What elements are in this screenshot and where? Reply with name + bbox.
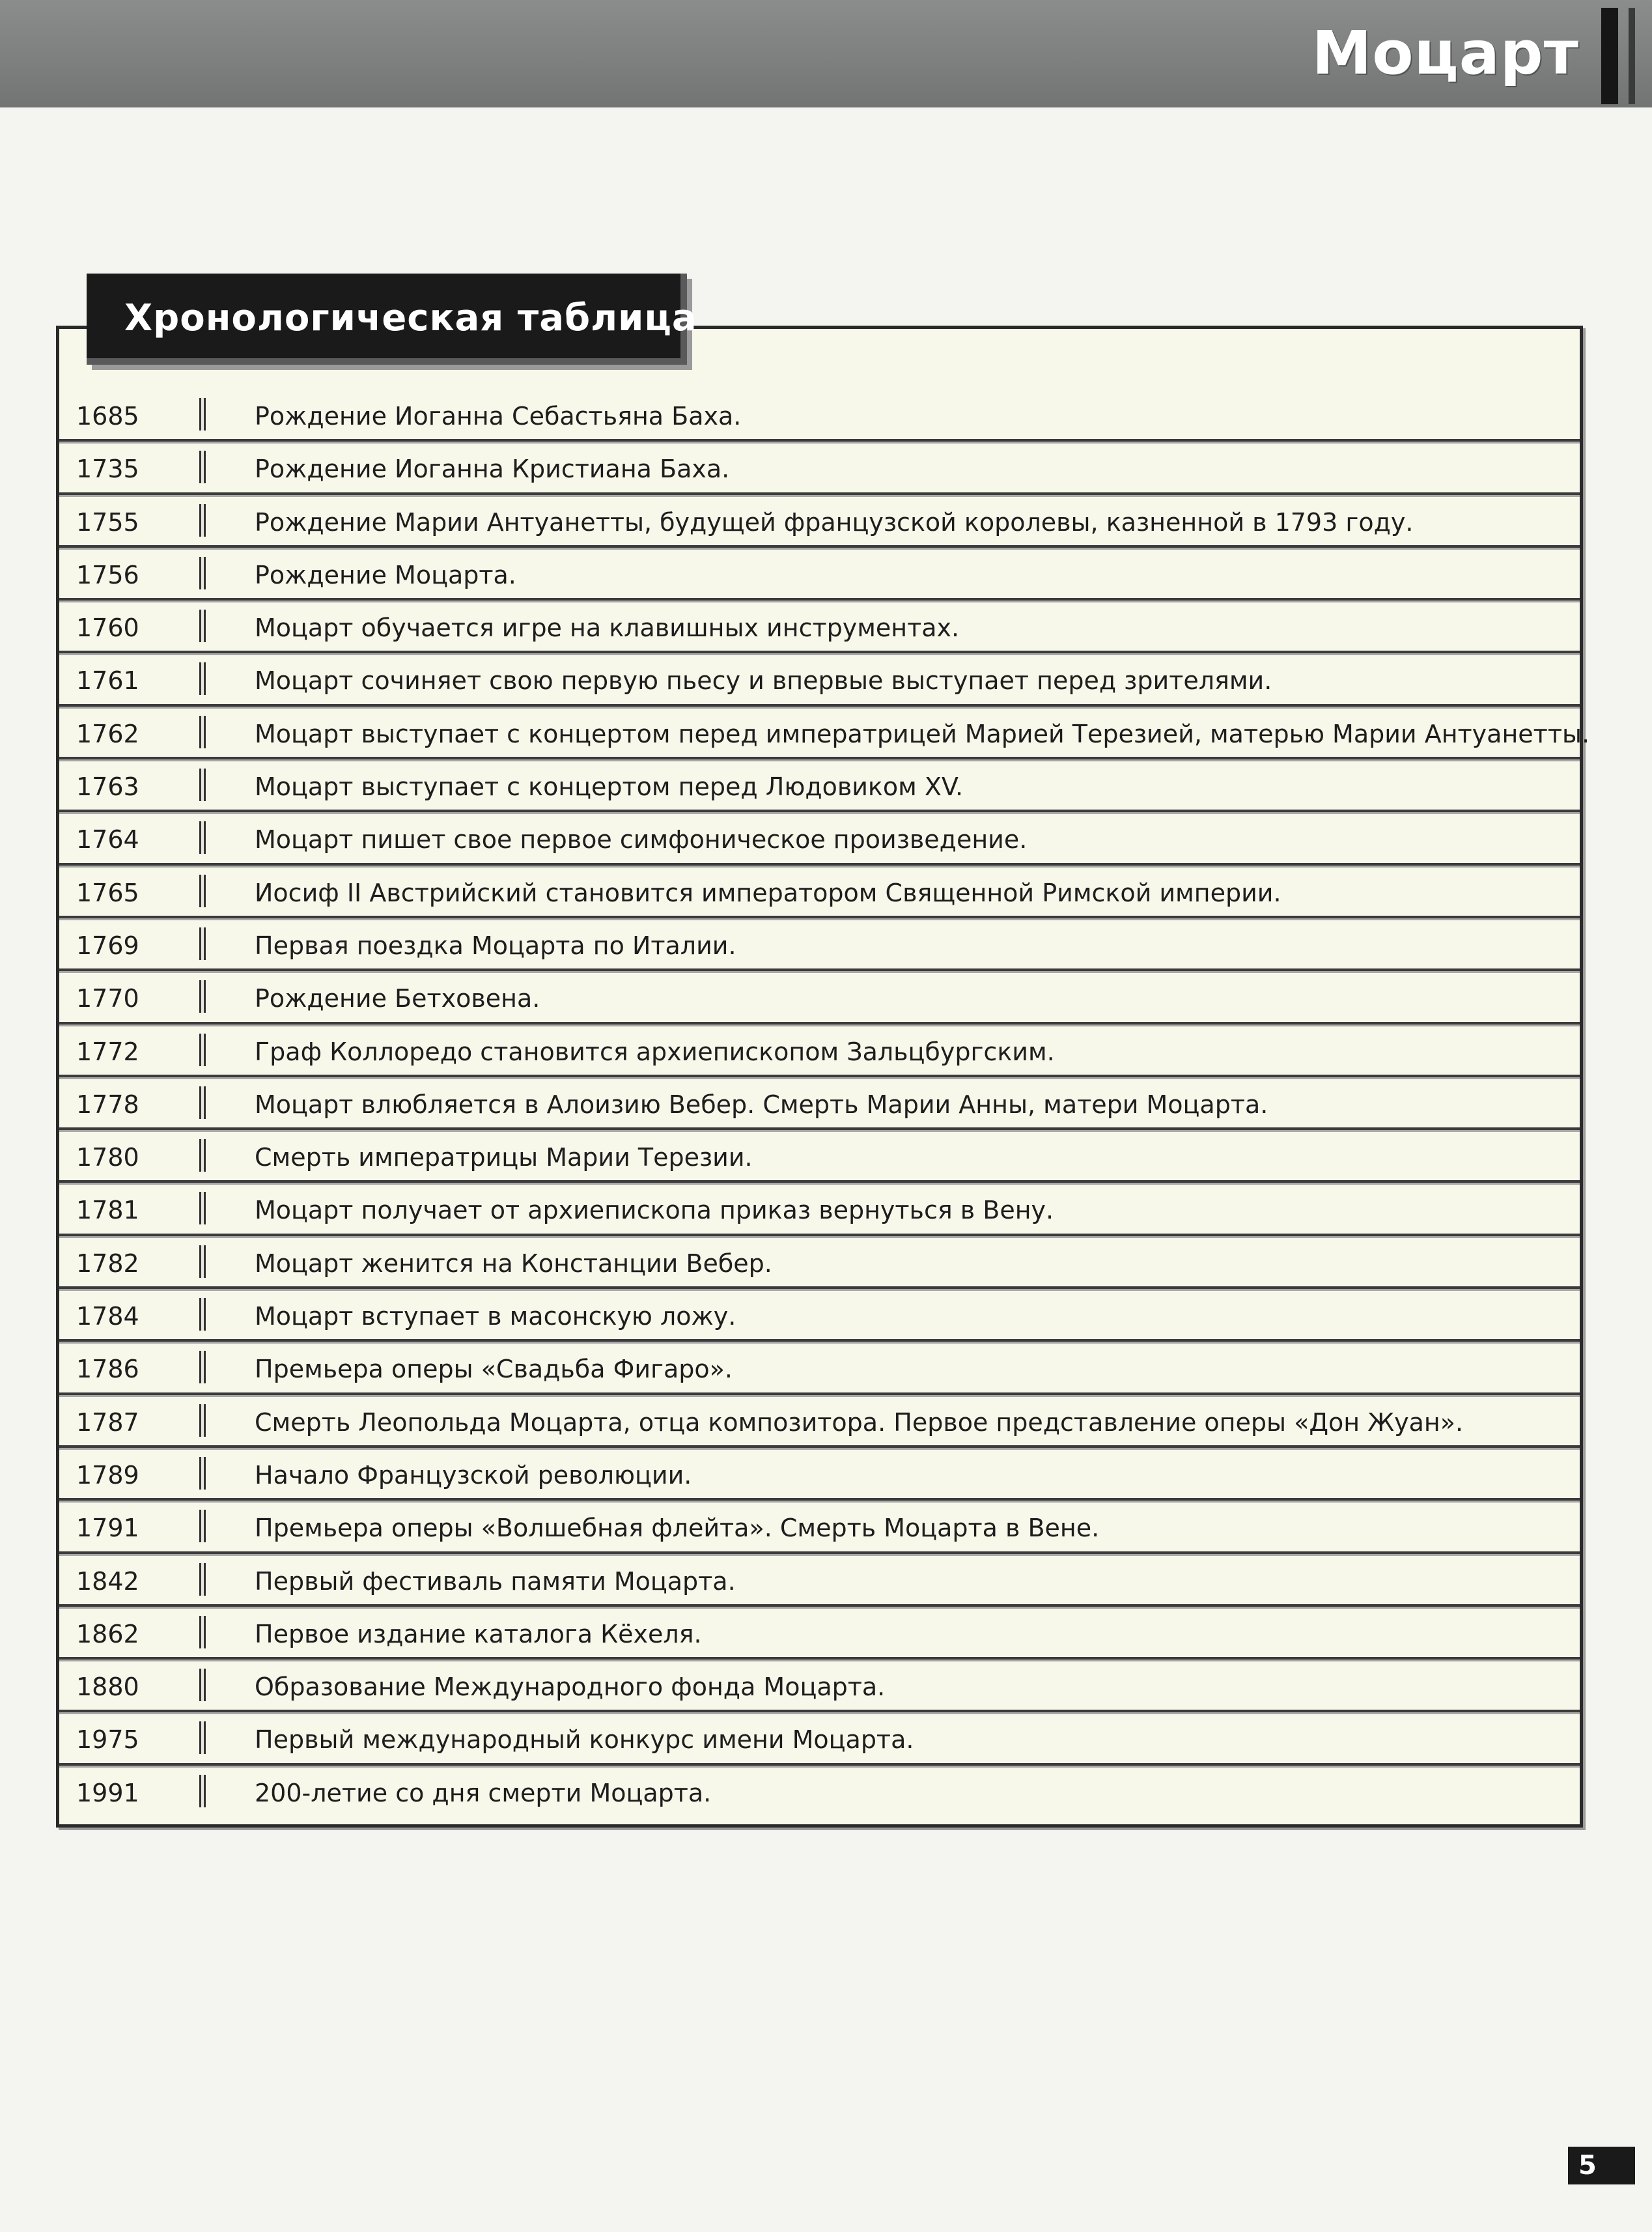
- section-heading-box: [87, 274, 697, 365]
- row-event: Премьера оперы «Свадьба Фигаро».: [255, 1355, 733, 1384]
- row-event: Первая поездка Моцарта по Италии.: [255, 931, 736, 960]
- row-year: 1781: [76, 1196, 139, 1225]
- row-separator-mark: [199, 398, 206, 431]
- row-separator-mark: [199, 716, 206, 748]
- table-row: [59, 1183, 1580, 1236]
- row-event: Моцарт обучается игре на клавишных инструментах.: [255, 614, 960, 643]
- row-year: 1975: [76, 1725, 139, 1755]
- row-year: 1862: [76, 1619, 139, 1648]
- row-year: 1780: [76, 1143, 139, 1172]
- row-separator-mark: [199, 1404, 206, 1437]
- table-row: [59, 389, 1580, 442]
- row-event: 200-летие со дня смерти Моцарта.: [255, 1778, 712, 1807]
- row-year: 1786: [76, 1355, 139, 1384]
- row-separator-mark: [199, 1669, 206, 1701]
- row-event: Моцарт женится на Констанции Вебер.: [255, 1249, 772, 1278]
- row-event: Моцарт выступает с концертом перед Людовиком XV.: [255, 772, 964, 802]
- row-event: Первый международный конкурс имени Моцарта.: [255, 1725, 914, 1755]
- row-event: Образование Международного фонда Моцарта.: [255, 1673, 886, 1702]
- row-separator-mark: [199, 1510, 206, 1542]
- table-row: [59, 1448, 1580, 1501]
- row-separator-mark: [199, 1298, 206, 1331]
- row-separator-mark: [199, 1775, 206, 1807]
- row-year: 1685: [76, 402, 139, 431]
- table-row: [59, 707, 1590, 759]
- row-year: 1772: [76, 1037, 139, 1066]
- row-separator-mark: [199, 875, 206, 907]
- table-row: [59, 600, 1580, 653]
- table-row: [59, 812, 1580, 865]
- section-title: Хронологическая таблица: [124, 297, 697, 339]
- table-row: [59, 1501, 1580, 1553]
- row-year: 1765: [76, 878, 139, 907]
- table-row: [59, 1130, 1580, 1183]
- row-event: Смерть Леопольда Моцарта, отца композитора. Первое представление оперы «Дон Жуан».: [255, 1407, 1464, 1437]
- row-separator-mark: [199, 1139, 206, 1172]
- banner-accent-bar-thin: [1629, 8, 1635, 104]
- row-event: Моцарт вступает в масонскую ложу.: [255, 1302, 736, 1331]
- row-year: 1764: [76, 825, 139, 855]
- row-event: Моцарт выступает с концертом перед императрицей Марией Терезией, матерью Марии Антуанетты.: [255, 719, 1590, 748]
- row-event: Рождение Моцарта.: [255, 560, 516, 589]
- top-banner: [0, 0, 1652, 107]
- table-row: [59, 1712, 1580, 1765]
- table-row: [59, 548, 1580, 600]
- row-event: Моцарт получает от архиепископа приказ вернуться в Вену.: [255, 1196, 1054, 1225]
- table-row: [59, 495, 1580, 548]
- banner-accent-bar: [1601, 8, 1618, 104]
- row-separator-mark: [199, 769, 206, 801]
- row-separator-mark: [199, 821, 206, 854]
- row-separator-mark: [199, 1457, 206, 1490]
- table-row: [59, 1342, 1580, 1394]
- table-row: [59, 971, 1580, 1024]
- row-separator-mark: [199, 557, 206, 589]
- row-separator-mark: [199, 1616, 206, 1648]
- page-number: 5: [1568, 2147, 1635, 2184]
- row-year: 1782: [76, 1249, 139, 1278]
- row-event: Рождение Бетховена.: [255, 984, 540, 1013]
- row-separator-mark: [199, 927, 206, 960]
- row-event: Моцарт влюбляется в Алоизию Вебер. Смерть Марии Анны, матери Моцарта.: [255, 1090, 1268, 1119]
- row-year: 1761: [76, 666, 139, 696]
- table-row: [59, 653, 1580, 706]
- row-year: 1784: [76, 1302, 139, 1331]
- table-row: [59, 1236, 1580, 1289]
- table-row: [59, 1289, 1580, 1342]
- table-row: [59, 866, 1580, 918]
- row-year: 1769: [76, 931, 139, 960]
- row-year: 1991: [76, 1778, 139, 1807]
- table-row: [59, 1077, 1580, 1130]
- row-separator-mark: [199, 610, 206, 642]
- table-row: [59, 759, 1580, 812]
- row-event: Иосиф II Австрийский становится императором Священной Римской империи.: [255, 878, 1281, 907]
- row-event: Моцарт пишет свое первое симфоническое произведение.: [255, 825, 1028, 855]
- chronology-rows: [59, 389, 1590, 1818]
- row-year: 1778: [76, 1090, 139, 1119]
- row-separator-mark: [199, 662, 206, 695]
- row-year: 1763: [76, 772, 139, 802]
- row-event: Моцарт сочиняет свою первую пьесу и впервые выступает перед зрителями.: [255, 666, 1272, 696]
- row-separator-mark: [199, 1034, 206, 1066]
- table-row: [59, 1660, 1580, 1712]
- chronology-table: [56, 326, 1590, 1828]
- row-event: Рождение Иоганна Кристиана Баха.: [255, 455, 730, 484]
- table-row: [59, 442, 1580, 494]
- row-event: Рождение Марии Антуанетты, будущей французской королевы, казненной в 1793 году.: [255, 507, 1414, 537]
- table-row: [59, 1395, 1580, 1448]
- row-event: Начало Французской революции.: [255, 1460, 692, 1490]
- row-year: 1787: [76, 1407, 139, 1437]
- banner-title: Моцарт: [1311, 18, 1579, 88]
- row-separator-mark: [199, 451, 206, 483]
- table-row: [59, 1554, 1580, 1607]
- row-year: 1842: [76, 1566, 139, 1596]
- table-row: [59, 1024, 1580, 1077]
- row-year: 1755: [76, 507, 139, 537]
- row-event: Граф Коллоредо становится архиепископом Зальцбургским.: [255, 1037, 1055, 1066]
- row-event: Первый фестиваль памяти Моцарта.: [255, 1566, 736, 1596]
- row-year: 1735: [76, 455, 139, 484]
- row-separator-mark: [199, 504, 206, 537]
- row-separator-mark: [199, 1351, 206, 1383]
- row-event: Смерть императрицы Марии Терезии.: [255, 1143, 753, 1172]
- row-year: 1762: [76, 719, 139, 748]
- row-year: 1756: [76, 560, 139, 589]
- row-separator-mark: [199, 1192, 206, 1224]
- row-year: 1770: [76, 984, 139, 1013]
- row-separator-mark: [199, 1086, 206, 1119]
- row-separator-mark: [199, 1245, 206, 1278]
- table-row: [59, 918, 1580, 971]
- row-year: 1760: [76, 614, 139, 643]
- row-separator-mark: [199, 980, 206, 1013]
- row-separator-mark: [199, 1721, 206, 1754]
- row-year: 1791: [76, 1514, 139, 1543]
- row-year: 1789: [76, 1460, 139, 1490]
- table-row: [59, 1607, 1580, 1660]
- table-row: [59, 1766, 1580, 1818]
- row-event: Рождение Иоганна Себастьяна Баха.: [255, 402, 742, 431]
- row-separator-mark: [199, 1563, 206, 1596]
- row-year: 1880: [76, 1673, 139, 1702]
- row-event: Премьера оперы «Волшебная флейта». Смерть Моцарта в Вене.: [255, 1514, 1100, 1543]
- row-event: Первое издание каталога Кёхеля.: [255, 1619, 702, 1648]
